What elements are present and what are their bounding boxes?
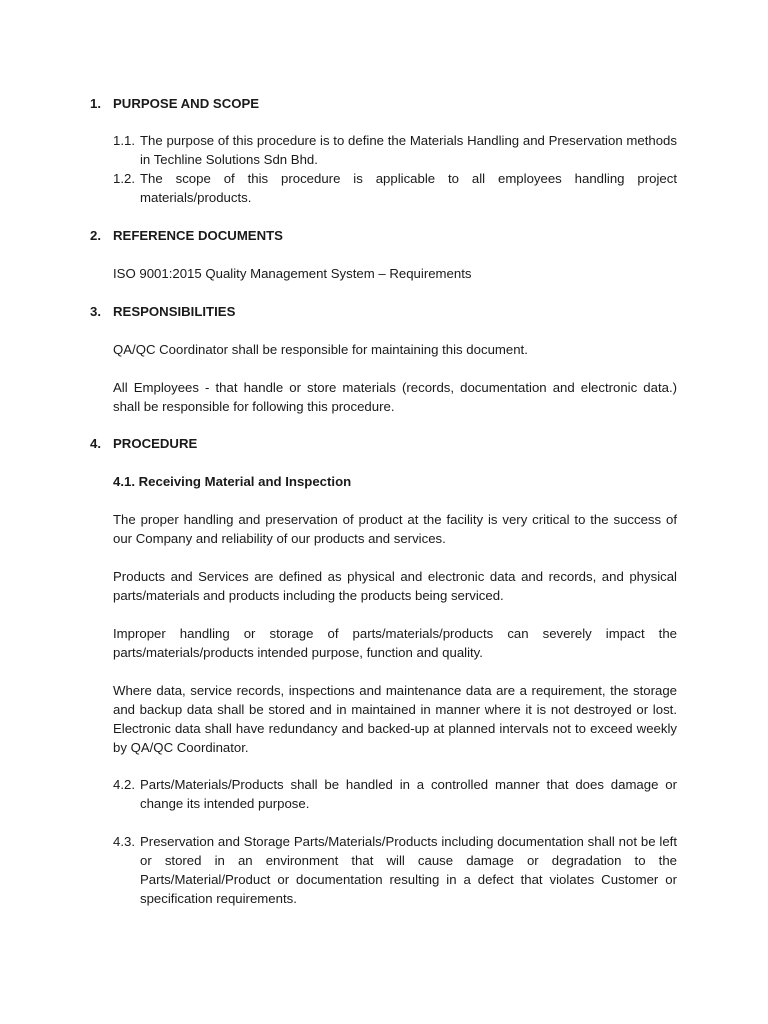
clause-4-2 [113, 775, 677, 813]
section-number: 1. [90, 96, 101, 111]
section-title: PURPOSE AND SCOPE [113, 96, 260, 111]
subsection-4-1-title: 4.1. Receiving Material and Inspection [113, 474, 352, 489]
section-title: RESPONSIBILITIES [113, 304, 236, 319]
clause-text: Parts/Materials/Products shall be handled in a controlled manner that does damage or change its intended purpose. [140, 777, 677, 811]
reference-document-text: ISO 9001:2015 Quality Management System – Requirements [113, 266, 472, 281]
section-2-heading [90, 226, 678, 245]
procedure-paragraph: Products and Services are defined as physical and electronic data and records, and physical parts/materials and products including the products being serviced. [113, 569, 677, 603]
clause-number: 4.3. [113, 834, 135, 849]
responsibility-paragraph: QA/QC Coordinator shall be responsible for maintaining this document. [113, 342, 528, 357]
clause-4-3 [113, 832, 677, 908]
section-1-heading [90, 94, 678, 113]
clause-number: 1.1. [113, 133, 135, 148]
responsibility-paragraph: All Employees - that handle or store materials (records, documentation and electronic data.) shall be responsible for following this procedure. [113, 380, 677, 414]
clause-text: The scope of this procedure is applicable to all employees handling project materials/products. [140, 171, 677, 205]
section-number: 2. [90, 228, 101, 243]
section-4-heading [90, 434, 678, 453]
procedure-paragraph: Improper handling or storage of parts/materials/products can severely impact the parts/materials/products intended purpose, function and quality. [113, 626, 677, 660]
section-number: 3. [90, 304, 101, 319]
clause-number: 4.2. [113, 777, 135, 792]
clause-text: The purpose of this procedure is to define the Materials Handling and Preservation methods in Techline Solutions Sdn Bhd. [140, 133, 677, 167]
procedure-paragraph: Where data, service records, inspections and maintenance data are a requirement, the storage and backup data shall be stored and in maintained in manner where it is not destroyed or lost. Electronic data shall have redundancy and backed-up at planned intervals not to exceed weekly by QA/QC Coordinator. [113, 683, 677, 755]
section-title: REFERENCE DOCUMENTS [113, 228, 283, 243]
clause-text: Preservation and Storage Parts/Materials/Products including documentation shall not be left or stored in an environment that will cause damage or degradation to the Parts/Material/Product or documentation resulting in a defect that violates Customer or specification requirements. [140, 834, 677, 906]
clause-number: 1.2. [113, 171, 135, 186]
section-title: PROCEDURE [113, 436, 198, 451]
procedure-paragraph: The proper handling and preservation of product at the facility is very critical to the success of our Company and reliability of our products and services. [113, 512, 677, 546]
section-number: 4. [90, 436, 101, 451]
clause-1-2 [113, 169, 677, 207]
section-3-heading [90, 302, 678, 321]
clause-1-1 [113, 131, 677, 169]
